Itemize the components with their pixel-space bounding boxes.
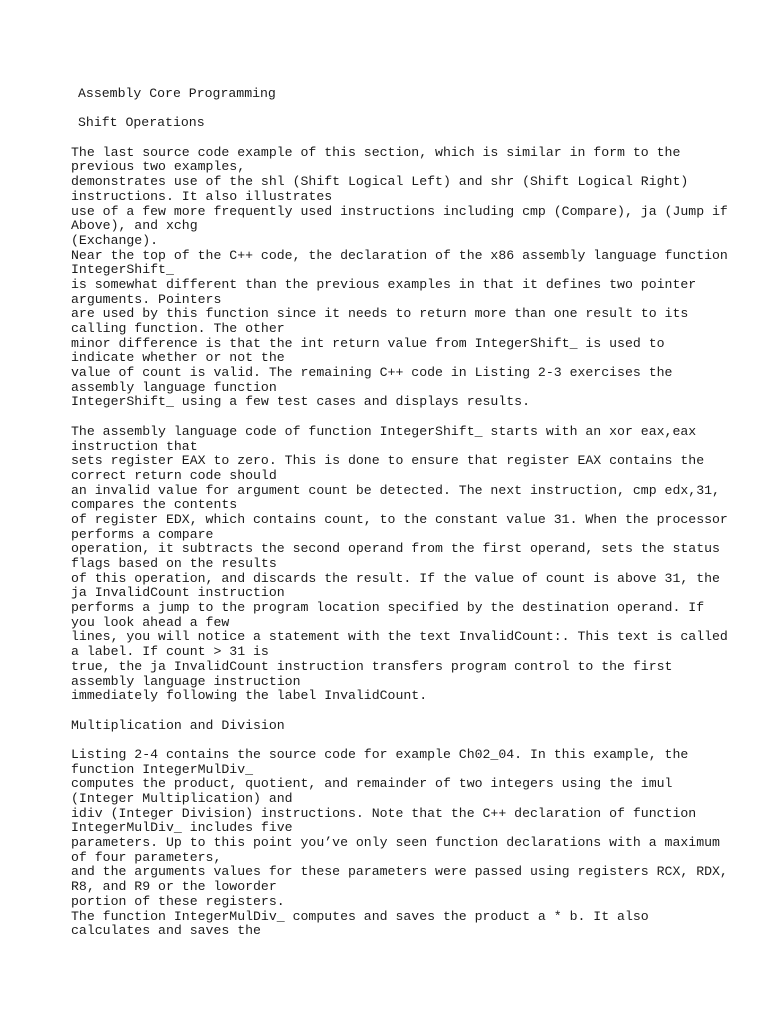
text-line: and the arguments values for these parameters were passed using registers RCX, RDX, bbox=[71, 864, 728, 880]
text-line: indicate whether or not the bbox=[71, 350, 285, 366]
paragraph-muldiv bbox=[71, 746, 728, 939]
text-line: Near the top of the C++ code, the declaration of the x86 assembly language function bbox=[71, 247, 728, 263]
section-heading: Shift Operations bbox=[78, 115, 205, 131]
text-line: performs a jump to the program location specified by the destination operand. If bbox=[71, 600, 705, 616]
text-line: demonstrates use of the shl (Shift Logical Left) and shr (Shift Logical Right) bbox=[71, 174, 689, 190]
text-line: assembly language function bbox=[71, 379, 277, 395]
text-line: you look ahead a few bbox=[71, 614, 230, 630]
spacer bbox=[71, 704, 711, 719]
text-line: are used by this function since it needs to return more than one result to its bbox=[71, 306, 689, 322]
text-line: IntegerShift_ using a few test cases and displays results. bbox=[71, 394, 530, 410]
document-content bbox=[71, 86, 728, 939]
text-line: true, the ja InvalidCount instruction transfers program control to the first bbox=[71, 658, 673, 674]
spacer bbox=[71, 733, 711, 748]
text-line: of four parameters, bbox=[71, 849, 222, 865]
text-line: (Integer Multiplication) and bbox=[71, 791, 293, 806]
subsection-heading: Multiplication and Division bbox=[71, 717, 285, 733]
text-line: use of a few more frequently used instructions including cmp (Compare), ja (Jump if bbox=[71, 203, 728, 219]
text-line: previous two examples, bbox=[71, 159, 246, 175]
text-line: minor difference is that the int return value from IntegerShift_ is used to bbox=[71, 335, 665, 351]
text-line: The assembly language code of function IntegerShift_ starts with an xor eax,eax bbox=[71, 423, 697, 439]
document-title: Assembly Core Programming bbox=[78, 86, 276, 101]
text-line: Above), and xchg bbox=[71, 218, 198, 234]
text-line: (Exchange). bbox=[71, 232, 159, 248]
text-line: calculates and saves the bbox=[71, 923, 261, 939]
text-line: lines, you will notice a statement with the text InvalidCount:. This text is called bbox=[71, 629, 728, 645]
text-line: immediately following the label InvalidCount. bbox=[71, 688, 428, 704]
text-line: calling function. The other bbox=[71, 321, 285, 336]
text-line: The last source code example of this section, which is similar in form to the bbox=[71, 144, 681, 160]
text-line: instruction that bbox=[71, 438, 198, 454]
text-line: flags based on the results bbox=[71, 556, 277, 571]
text-line: IntegerShift_ bbox=[71, 262, 174, 278]
spacer bbox=[71, 410, 711, 425]
text-line: operation, it subtracts the second operand from the first operand, sets the status bbox=[71, 541, 720, 557]
text-line: value of count is valid. The remaining C++ code in Listing 2-3 exercises the bbox=[71, 365, 673, 381]
text-line: computes the product, quotient, and remainder of two integers using the imul bbox=[71, 776, 673, 792]
text-line: function IntegerMulDiv_ bbox=[71, 761, 254, 777]
text-line: The function IntegerMulDiv_ computes and saves the product a * b. It also bbox=[71, 908, 649, 924]
text-line: assembly language instruction bbox=[71, 673, 301, 689]
paragraph-integershift-code bbox=[71, 423, 728, 704]
text-line: sets register EAX to zero. This is done to ensure that register EAX contains the bbox=[71, 453, 705, 469]
text-line: an invalid value for argument count be detected. The next instruction, cmp edx,31, bbox=[71, 482, 720, 498]
text-line: instructions. It also illustrates bbox=[71, 188, 333, 204]
text-line: R8, and R9 or the loworder bbox=[71, 879, 277, 895]
text-line: a label. If count > 31 is bbox=[71, 644, 269, 660]
text-line: is somewhat different than the previous examples in that it defines two pointer bbox=[71, 276, 697, 292]
text-line: arguments. Pointers bbox=[71, 291, 222, 307]
text-line: performs a compare bbox=[71, 526, 214, 542]
text-line: portion of these registers. bbox=[71, 893, 285, 909]
text-line: of this operation, and discards the result. If the value of count is above 31, the bbox=[71, 570, 720, 586]
text-line: compares the contents bbox=[71, 497, 238, 513]
text-line: parameters. Up to this point you’ve only seen function declarations with a maximum bbox=[71, 835, 720, 851]
text-line: IntegerMulDiv_ includes five bbox=[71, 820, 293, 836]
text-line: ja InvalidCount instruction bbox=[71, 585, 285, 601]
text-line: Listing 2-4 contains the source code for example Ch02_04. In this example, the bbox=[71, 746, 689, 762]
paragraph-shift-intro bbox=[71, 144, 728, 410]
text-line: of register EDX, which contains count, to the constant value 31. When the processor bbox=[71, 511, 728, 527]
text-line: correct return code should bbox=[71, 467, 277, 483]
spacer bbox=[71, 131, 711, 146]
spacer bbox=[71, 102, 711, 117]
text-line: idiv (Integer Division) instructions. Note that the C++ declaration of function bbox=[71, 805, 697, 821]
